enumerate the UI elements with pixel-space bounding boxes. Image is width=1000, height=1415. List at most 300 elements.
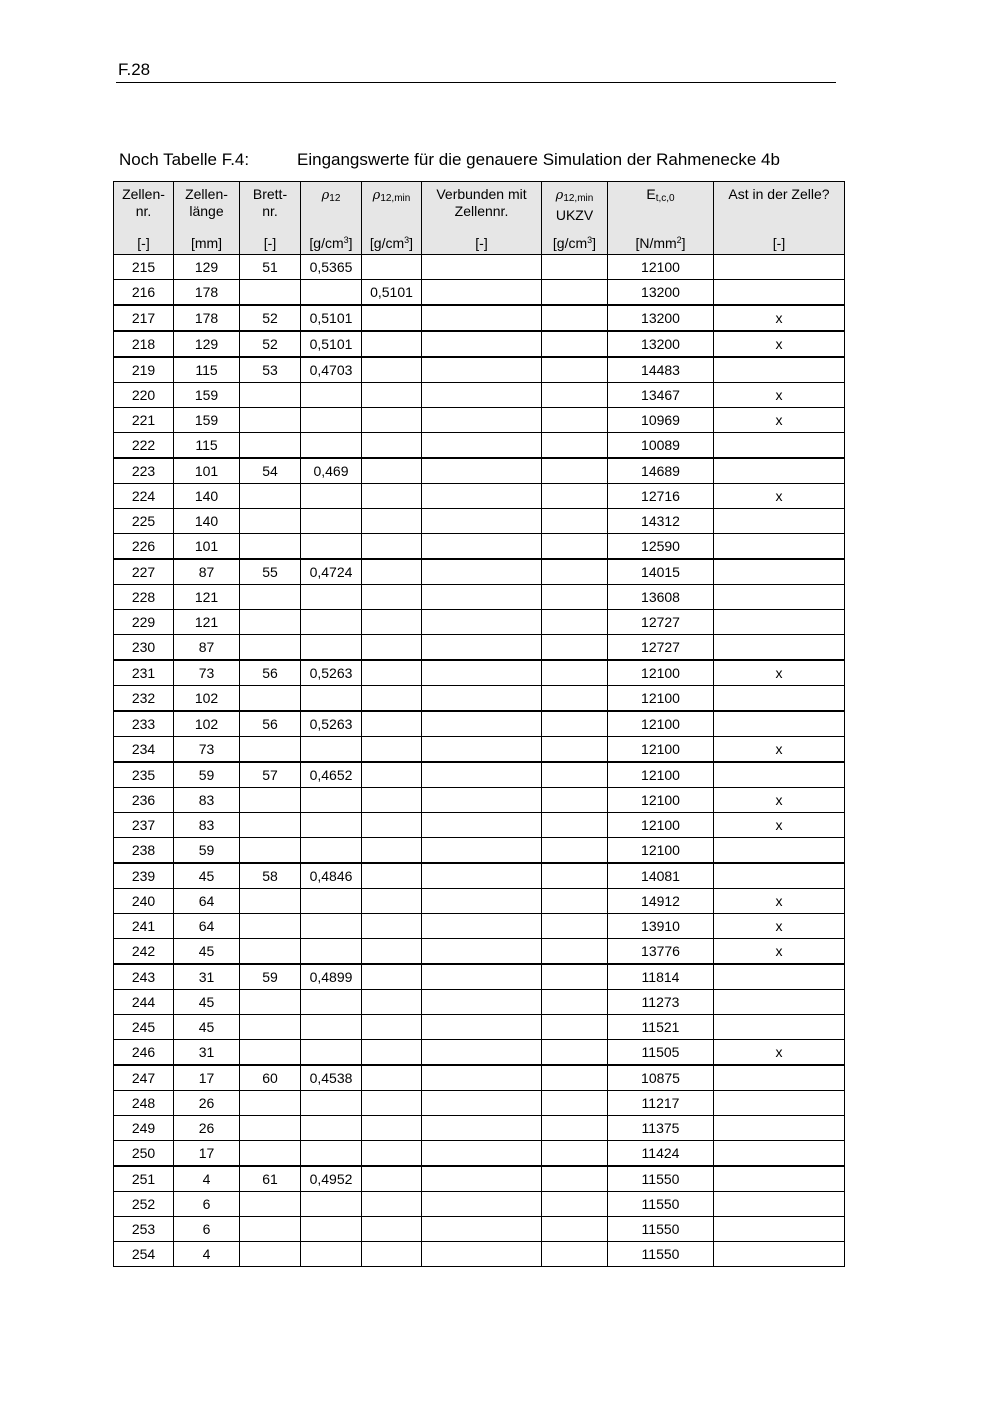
cell-ast — [714, 458, 845, 484]
table-caption — [119, 150, 780, 170]
cell-brettnr — [240, 788, 301, 813]
cell-brettnr: 51 — [240, 255, 301, 280]
cell-brettnr: 61 — [240, 1166, 301, 1192]
cell-zellenlaenge: 87 — [174, 559, 240, 585]
cell-rho12: 0,4703 — [301, 357, 362, 383]
cell-etc0: 11505 — [608, 1040, 714, 1066]
cell-verbunden — [422, 433, 542, 459]
table-row — [114, 788, 845, 813]
cell-verbunden — [422, 838, 542, 864]
cell-brettnr: 53 — [240, 357, 301, 383]
cell-zellenlaenge: 102 — [174, 711, 240, 737]
cell-rho12min — [362, 1192, 422, 1217]
cell-zellenlaenge: 140 — [174, 484, 240, 509]
cell-rho12min — [362, 939, 422, 965]
cell-zellennr: 216 — [114, 280, 174, 306]
table-row — [114, 433, 845, 459]
cell-rho12min: 0,5101 — [362, 280, 422, 306]
cell-verbunden — [422, 1091, 542, 1116]
cell-rho12min — [362, 762, 422, 788]
cell-zellenlaenge: 121 — [174, 585, 240, 610]
cell-brettnr — [240, 914, 301, 939]
cell-zellennr: 226 — [114, 534, 174, 560]
cell-etc0: 12727 — [608, 610, 714, 635]
cell-verbunden — [422, 939, 542, 965]
cell-zellenlaenge: 87 — [174, 635, 240, 661]
table-row — [114, 939, 845, 965]
cell-rho12min-ukzv — [542, 762, 608, 788]
cell-rho12 — [301, 280, 362, 306]
cell-rho12: 0,5101 — [301, 305, 362, 331]
cell-zellenlaenge: 4 — [174, 1242, 240, 1267]
cell-zellennr: 220 — [114, 383, 174, 408]
table-row — [114, 660, 845, 686]
cell-rho12min-ukzv — [542, 1015, 608, 1040]
table-row — [114, 559, 845, 585]
cell-rho12min — [362, 1141, 422, 1167]
cell-ast — [714, 1217, 845, 1242]
cell-zellennr: 241 — [114, 914, 174, 939]
cell-rho12 — [301, 889, 362, 914]
cell-rho12min — [362, 408, 422, 433]
cell-zellenlaenge: 31 — [174, 1040, 240, 1066]
cell-ast — [714, 838, 845, 864]
cell-brettnr: 55 — [240, 559, 301, 585]
cell-etc0: 11550 — [608, 1166, 714, 1192]
cell-verbunden — [422, 610, 542, 635]
cell-zellennr: 251 — [114, 1166, 174, 1192]
cell-ast — [714, 990, 845, 1015]
cell-brettnr — [240, 585, 301, 610]
cell-rho12: 0,5263 — [301, 711, 362, 737]
cell-rho12min-ukzv — [542, 331, 608, 357]
table-row — [114, 357, 845, 383]
cell-zellenlaenge: 129 — [174, 331, 240, 357]
table-row — [114, 458, 845, 484]
cell-rho12min — [362, 1116, 422, 1141]
cell-zellenlaenge: 73 — [174, 737, 240, 763]
cell-rho12min — [362, 255, 422, 280]
cell-rho12min-ukzv — [542, 458, 608, 484]
cell-ast — [714, 1242, 845, 1267]
unit-row — [114, 232, 845, 255]
cell-brettnr — [240, 838, 301, 864]
cell-zellenlaenge: 115 — [174, 357, 240, 383]
cell-rho12min — [362, 1040, 422, 1066]
table-row — [114, 383, 845, 408]
cell-rho12: 0,4952 — [301, 1166, 362, 1192]
cell-verbunden — [422, 383, 542, 408]
cell-rho12min-ukzv — [542, 1040, 608, 1066]
cell-zellennr: 250 — [114, 1141, 174, 1167]
cell-brettnr — [240, 408, 301, 433]
cell-etc0: 14081 — [608, 863, 714, 889]
cell-brettnr — [240, 1217, 301, 1242]
cell-rho12min — [362, 711, 422, 737]
cell-etc0: 13200 — [608, 331, 714, 357]
cell-verbunden — [422, 990, 542, 1015]
table-row — [114, 889, 845, 914]
cell-rho12min — [362, 585, 422, 610]
cell-rho12min-ukzv — [542, 1091, 608, 1116]
cell-rho12min — [362, 635, 422, 661]
cell-zellennr: 229 — [114, 610, 174, 635]
cell-zellenlaenge: 129 — [174, 255, 240, 280]
table-row — [114, 280, 845, 306]
cell-ast — [714, 559, 845, 585]
cell-brettnr: 57 — [240, 762, 301, 788]
cell-ast: x — [714, 1040, 845, 1066]
cell-verbunden — [422, 280, 542, 306]
cell-brettnr — [240, 484, 301, 509]
cell-zellenlaenge: 45 — [174, 990, 240, 1015]
cell-etc0: 11550 — [608, 1217, 714, 1242]
cell-etc0: 12100 — [608, 686, 714, 712]
cell-rho12min-ukzv — [542, 939, 608, 965]
cell-etc0: 14689 — [608, 458, 714, 484]
cell-ast — [714, 280, 845, 306]
cell-zellennr: 240 — [114, 889, 174, 914]
cell-zellenlaenge: 31 — [174, 964, 240, 990]
cell-rho12min-ukzv — [542, 305, 608, 331]
cell-etc0: 13467 — [608, 383, 714, 408]
cell-ast — [714, 1192, 845, 1217]
cell-zellenlaenge: 26 — [174, 1116, 240, 1141]
cell-zellennr: 247 — [114, 1065, 174, 1091]
cell-verbunden — [422, 762, 542, 788]
cell-rho12min-ukzv — [542, 1065, 608, 1091]
cell-rho12min — [362, 331, 422, 357]
cell-rho12min-ukzv — [542, 408, 608, 433]
cell-zellenlaenge: 64 — [174, 889, 240, 914]
cell-rho12: 0,5101 — [301, 331, 362, 357]
cell-ast — [714, 534, 845, 560]
cell-verbunden — [422, 484, 542, 509]
cell-zellenlaenge: 59 — [174, 762, 240, 788]
cell-zellennr: 215 — [114, 255, 174, 280]
cell-rho12min-ukzv — [542, 838, 608, 864]
cell-zellennr: 239 — [114, 863, 174, 889]
cell-rho12min-ukzv — [542, 711, 608, 737]
cell-etc0: 12100 — [608, 838, 714, 864]
col-header-zellennr: Zellen- nr. — [114, 182, 174, 233]
cell-rho12 — [301, 990, 362, 1015]
cell-rho12min — [362, 1217, 422, 1242]
cell-zellenlaenge: 17 — [174, 1141, 240, 1167]
cell-brettnr: 56 — [240, 660, 301, 686]
cell-rho12 — [301, 585, 362, 610]
cell-rho12min-ukzv — [542, 383, 608, 408]
cell-etc0: 11550 — [608, 1192, 714, 1217]
cell-zellennr: 230 — [114, 635, 174, 661]
cell-zellenlaenge: 115 — [174, 433, 240, 459]
cell-zellennr: 249 — [114, 1116, 174, 1141]
table-row — [114, 964, 845, 990]
unit-rho12: $[g/cm^3]$ — [301, 232, 362, 255]
cell-brettnr — [240, 1015, 301, 1040]
cell-rho12 — [301, 939, 362, 965]
cell-rho12 — [301, 1217, 362, 1242]
cell-rho12min-ukzv — [542, 813, 608, 838]
table-row — [114, 813, 845, 838]
table-row — [114, 990, 845, 1015]
cell-zellenlaenge: 159 — [174, 383, 240, 408]
cell-zellennr: 246 — [114, 1040, 174, 1066]
cell-ast — [714, 1091, 845, 1116]
cell-rho12 — [301, 788, 362, 813]
cell-ast: x — [714, 383, 845, 408]
cell-etc0: 12100 — [608, 788, 714, 813]
cell-rho12min — [362, 383, 422, 408]
cell-brettnr — [240, 737, 301, 763]
cell-brettnr — [240, 686, 301, 712]
col-header-brettnr: Brett- nr. — [240, 182, 301, 233]
cell-rho12 — [301, 1141, 362, 1167]
cell-etc0: 11424 — [608, 1141, 714, 1167]
cell-etc0: 13910 — [608, 914, 714, 939]
cell-rho12: 0,5365 — [301, 255, 362, 280]
cell-rho12min — [362, 484, 422, 509]
cell-ast — [714, 711, 845, 737]
cell-rho12min — [362, 610, 422, 635]
cell-brettnr — [240, 635, 301, 661]
cell-zellennr: 236 — [114, 788, 174, 813]
cell-zellenlaenge: 26 — [174, 1091, 240, 1116]
col-header-rho12min-ukzv: $\rho_{12,min}$ UKZV — [542, 182, 608, 233]
cell-rho12 — [301, 534, 362, 560]
cell-rho12 — [301, 914, 362, 939]
cell-etc0: 12100 — [608, 255, 714, 280]
unit-rho12min: $[g/cm^3]$ — [362, 232, 422, 255]
cell-rho12min — [362, 357, 422, 383]
cell-rho12min — [362, 914, 422, 939]
cell-rho12min-ukzv — [542, 357, 608, 383]
cell-zellenlaenge: 45 — [174, 863, 240, 889]
cell-brettnr — [240, 1192, 301, 1217]
cell-ast: x — [714, 889, 845, 914]
cell-etc0: 12100 — [608, 660, 714, 686]
cell-ast — [714, 1166, 845, 1192]
cell-zellenlaenge: 6 — [174, 1217, 240, 1242]
cell-zellennr: 223 — [114, 458, 174, 484]
cell-rho12min-ukzv — [542, 863, 608, 889]
cell-ast: x — [714, 737, 845, 763]
cell-zellenlaenge: 73 — [174, 660, 240, 686]
cell-rho12min-ukzv — [542, 1141, 608, 1167]
unit-etc0: $[N/mm^2]$ — [608, 232, 714, 255]
cell-rho12min-ukzv — [542, 1116, 608, 1141]
cell-ast — [714, 1116, 845, 1141]
cell-rho12 — [301, 635, 362, 661]
table-row — [114, 534, 845, 560]
cell-ast: x — [714, 331, 845, 357]
cell-verbunden — [422, 305, 542, 331]
cell-etc0: 12100 — [608, 813, 714, 838]
cell-brettnr — [240, 383, 301, 408]
cell-verbunden — [422, 408, 542, 433]
cell-verbunden — [422, 889, 542, 914]
cell-brettnr — [240, 1116, 301, 1141]
cell-rho12min — [362, 509, 422, 534]
cell-brettnr: 58 — [240, 863, 301, 889]
cell-zellennr: 244 — [114, 990, 174, 1015]
unit-verbunden: [-] — [422, 232, 542, 255]
cell-brettnr: 54 — [240, 458, 301, 484]
cell-verbunden — [422, 711, 542, 737]
cell-verbunden — [422, 1166, 542, 1192]
cell-rho12 — [301, 1091, 362, 1116]
cell-rho12 — [301, 838, 362, 864]
cell-brettnr — [240, 534, 301, 560]
cell-rho12min — [362, 686, 422, 712]
cell-rho12min-ukzv — [542, 534, 608, 560]
cell-zellennr: 222 — [114, 433, 174, 459]
cell-zellennr: 243 — [114, 964, 174, 990]
cell-zellenlaenge: 101 — [174, 458, 240, 484]
cell-rho12: 0,4652 — [301, 762, 362, 788]
cell-etc0: 11273 — [608, 990, 714, 1015]
cell-ast — [714, 610, 845, 635]
cell-rho12min-ukzv — [542, 585, 608, 610]
cell-ast: x — [714, 914, 845, 939]
cell-brettnr: 59 — [240, 964, 301, 990]
cell-etc0: 14483 — [608, 357, 714, 383]
cell-ast — [714, 762, 845, 788]
cell-zellennr: 227 — [114, 559, 174, 585]
cell-zellennr: 224 — [114, 484, 174, 509]
cell-ast: x — [714, 939, 845, 965]
cell-ast — [714, 1065, 845, 1091]
cell-verbunden — [422, 1015, 542, 1040]
table-row — [114, 838, 845, 864]
cell-rho12min — [362, 838, 422, 864]
cell-zellenlaenge: 6 — [174, 1192, 240, 1217]
cell-rho12min — [362, 813, 422, 838]
cell-ast: x — [714, 305, 845, 331]
cell-verbunden — [422, 1141, 542, 1167]
cell-verbunden — [422, 737, 542, 763]
cell-zellenlaenge: 101 — [174, 534, 240, 560]
cell-brettnr — [240, 1091, 301, 1116]
cell-zellennr: 237 — [114, 813, 174, 838]
cell-etc0: 14015 — [608, 559, 714, 585]
caption-label: Noch Tabelle F.4: — [119, 150, 250, 169]
cell-rho12: 0,469 — [301, 458, 362, 484]
table-row — [114, 1217, 845, 1242]
cell-brettnr: 52 — [240, 331, 301, 357]
cell-rho12min-ukzv — [542, 1217, 608, 1242]
cell-rho12min-ukzv — [542, 509, 608, 534]
cell-rho12 — [301, 408, 362, 433]
cell-verbunden — [422, 660, 542, 686]
table-row — [114, 1116, 845, 1141]
cell-rho12 — [301, 1242, 362, 1267]
cell-zellennr: 248 — [114, 1091, 174, 1116]
cell-ast — [714, 509, 845, 534]
cell-verbunden — [422, 788, 542, 813]
cell-ast: x — [714, 484, 845, 509]
cell-rho12 — [301, 813, 362, 838]
cell-zellennr: 254 — [114, 1242, 174, 1267]
cell-rho12 — [301, 383, 362, 408]
cell-zellenlaenge: 178 — [174, 280, 240, 306]
cell-brettnr — [240, 889, 301, 914]
cell-etc0: 13608 — [608, 585, 714, 610]
cell-zellenlaenge: 64 — [174, 914, 240, 939]
cell-zellenlaenge: 178 — [174, 305, 240, 331]
table-row — [114, 686, 845, 712]
cell-zellenlaenge: 45 — [174, 939, 240, 965]
table-row — [114, 1192, 845, 1217]
cell-rho12 — [301, 1040, 362, 1066]
cell-brettnr: 56 — [240, 711, 301, 737]
cell-ast — [714, 255, 845, 280]
cell-verbunden — [422, 534, 542, 560]
table-row — [114, 408, 845, 433]
table-row — [114, 1242, 845, 1267]
table-row — [114, 1065, 845, 1091]
cell-etc0: 11550 — [608, 1242, 714, 1267]
cell-etc0: 11521 — [608, 1015, 714, 1040]
cell-rho12min — [362, 788, 422, 813]
table-row — [114, 914, 845, 939]
cell-rho12min — [362, 964, 422, 990]
cell-brettnr — [240, 1141, 301, 1167]
cell-rho12min — [362, 863, 422, 889]
cell-etc0: 12100 — [608, 711, 714, 737]
cell-zellennr: 225 — [114, 509, 174, 534]
cell-rho12min-ukzv — [542, 990, 608, 1015]
cell-etc0: 13200 — [608, 280, 714, 306]
cell-verbunden — [422, 1040, 542, 1066]
cell-verbunden — [422, 559, 542, 585]
cell-etc0: 10969 — [608, 408, 714, 433]
cell-verbunden — [422, 964, 542, 990]
cell-rho12min-ukzv — [542, 559, 608, 585]
cell-ast — [714, 863, 845, 889]
cell-rho12 — [301, 433, 362, 459]
cell-zellenlaenge: 59 — [174, 838, 240, 864]
cell-ast — [714, 585, 845, 610]
col-header-ast: Ast in der Zelle? — [714, 182, 845, 233]
cell-zellennr: 238 — [114, 838, 174, 864]
cell-verbunden — [422, 357, 542, 383]
table-row — [114, 1141, 845, 1167]
cell-verbunden — [422, 255, 542, 280]
unit-rho12min-ukzv: $[g/cm^3]$ — [542, 232, 608, 255]
cell-etc0: 13200 — [608, 305, 714, 331]
col-header-etc0: $E_{t,c,0}$ — [608, 182, 714, 233]
cell-rho12min — [362, 559, 422, 585]
cell-zellennr: 245 — [114, 1015, 174, 1040]
cell-rho12min-ukzv — [542, 433, 608, 459]
cell-ast — [714, 433, 845, 459]
cell-zellennr: 231 — [114, 660, 174, 686]
cell-ast — [714, 686, 845, 712]
table-row — [114, 305, 845, 331]
cell-rho12min — [362, 305, 422, 331]
cell-rho12min — [362, 534, 422, 560]
cell-rho12min — [362, 1242, 422, 1267]
cell-rho12min — [362, 458, 422, 484]
cell-verbunden — [422, 1217, 542, 1242]
cell-brettnr — [240, 280, 301, 306]
unit-zellenlaenge: [mm] — [174, 232, 240, 255]
cell-rho12min-ukzv — [542, 280, 608, 306]
cell-verbunden — [422, 863, 542, 889]
cell-ast: x — [714, 660, 845, 686]
cell-etc0: 11375 — [608, 1116, 714, 1141]
